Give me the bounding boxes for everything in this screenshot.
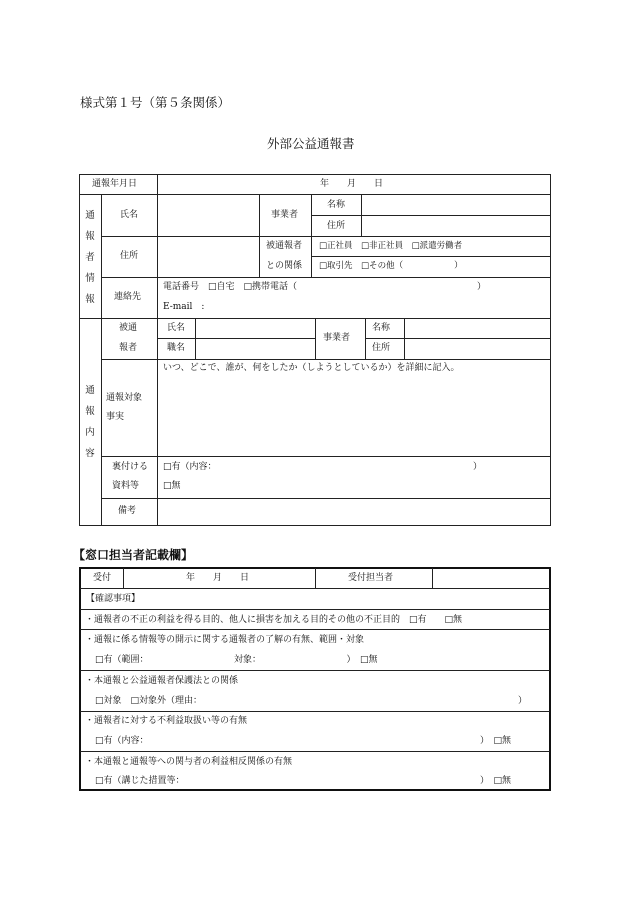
confirm-item-4-close[interactable]: ） □無 bbox=[480, 736, 512, 746]
subject-post-label: 職名 bbox=[167, 343, 186, 353]
subject-name-label: 氏名 bbox=[167, 323, 186, 333]
contact-label: 連絡先 bbox=[114, 292, 142, 302]
received-date: 年 月 日 bbox=[186, 573, 250, 583]
relation-options-1[interactable]: □正社員 □非正社員 □派遣労働者 bbox=[319, 241, 463, 251]
fact-label-1: 通報対象 bbox=[106, 393, 143, 403]
page-title: 外部公益通報書 bbox=[267, 136, 355, 151]
report-date-label: 通報年月日 bbox=[92, 179, 138, 189]
staff-label: 受付担当者 bbox=[348, 573, 394, 583]
form-id: 様式第１号（第５条関係） bbox=[80, 95, 231, 110]
confirm-item-2: ・通報に係る情報等の開示に関する通報者の了解の有無、範囲・対象 bbox=[85, 635, 365, 645]
subject-business-label: 事業者 bbox=[323, 333, 351, 343]
subject-biz-name-label: 名称 bbox=[372, 323, 391, 333]
confirm-item-4: ・通報者に対する不利益取扱い等の有無 bbox=[85, 716, 248, 726]
confirm-item-5-options[interactable]: □有（講じた措置等： bbox=[95, 776, 185, 786]
reporter-name-label: 氏名 bbox=[120, 210, 139, 220]
subject-label-2: 報者 bbox=[119, 343, 138, 353]
confirm-item-2-options[interactable]: □有（範囲： 対象： ） □無 bbox=[95, 655, 378, 665]
confirm-item-3-close: ） bbox=[518, 696, 528, 706]
confirm-item-4-options[interactable]: □有（内容： bbox=[95, 736, 149, 746]
biz-address-label: 住所 bbox=[327, 221, 346, 231]
evidence-yes-option[interactable]: □有（内容： ） bbox=[163, 462, 483, 472]
confirm-item-3-options[interactable]: □対象 □対象外（理由： bbox=[95, 696, 203, 706]
received-label: 受付 bbox=[93, 573, 112, 583]
confirm-item-5: ・本通報と通報等への関与者の利益相反関係の有無 bbox=[85, 757, 293, 767]
subject-biz-address-label: 住所 bbox=[372, 343, 391, 353]
reporter-group-label: 通報者情報 bbox=[85, 210, 95, 305]
evidence-label-2: 資料等 bbox=[112, 481, 140, 491]
staff-section-heading: 【窓口担当者記載欄】 bbox=[73, 548, 194, 562]
fact-instruction: いつ、どこで、誰が、何をしたか（しようとしているか）を詳細に記入。 bbox=[163, 363, 460, 373]
relation-options-2[interactable]: □取引先 □その他（ ） bbox=[319, 261, 463, 271]
email-line[interactable]: E-mail : bbox=[163, 302, 205, 312]
subject-label-1: 被通 bbox=[119, 323, 138, 333]
reporter-business-label: 事業者 bbox=[271, 210, 299, 220]
reporter-address-label: 住所 bbox=[120, 251, 139, 261]
phone-line[interactable]: 電話番号 □自宅 □携帯電話（ ） bbox=[163, 282, 487, 292]
remarks-label: 備考 bbox=[118, 506, 137, 516]
confirm-heading: 【確認事項】 bbox=[86, 594, 141, 604]
relation-label-2: との関係 bbox=[266, 261, 303, 271]
evidence-label-1: 裏付ける bbox=[112, 462, 149, 472]
report-date-value: 年 月 日 bbox=[320, 179, 384, 189]
content-group-label: 通報内容 bbox=[85, 385, 95, 459]
confirm-item-1[interactable]: ・通報者の不正の利益を得る目的、他人に損害を加える目的その他の不正目的 □有 □無 bbox=[85, 615, 463, 625]
evidence-no-option[interactable]: □無 bbox=[163, 481, 181, 491]
confirm-item-5-close[interactable]: ） □無 bbox=[480, 776, 512, 786]
relation-label-1: 被通報者 bbox=[266, 241, 303, 251]
fact-label-2: 事実 bbox=[106, 412, 125, 422]
biz-name-label: 名称 bbox=[327, 200, 346, 210]
confirm-item-3: ・本通報と公益通報者保護法との関係 bbox=[85, 676, 239, 686]
